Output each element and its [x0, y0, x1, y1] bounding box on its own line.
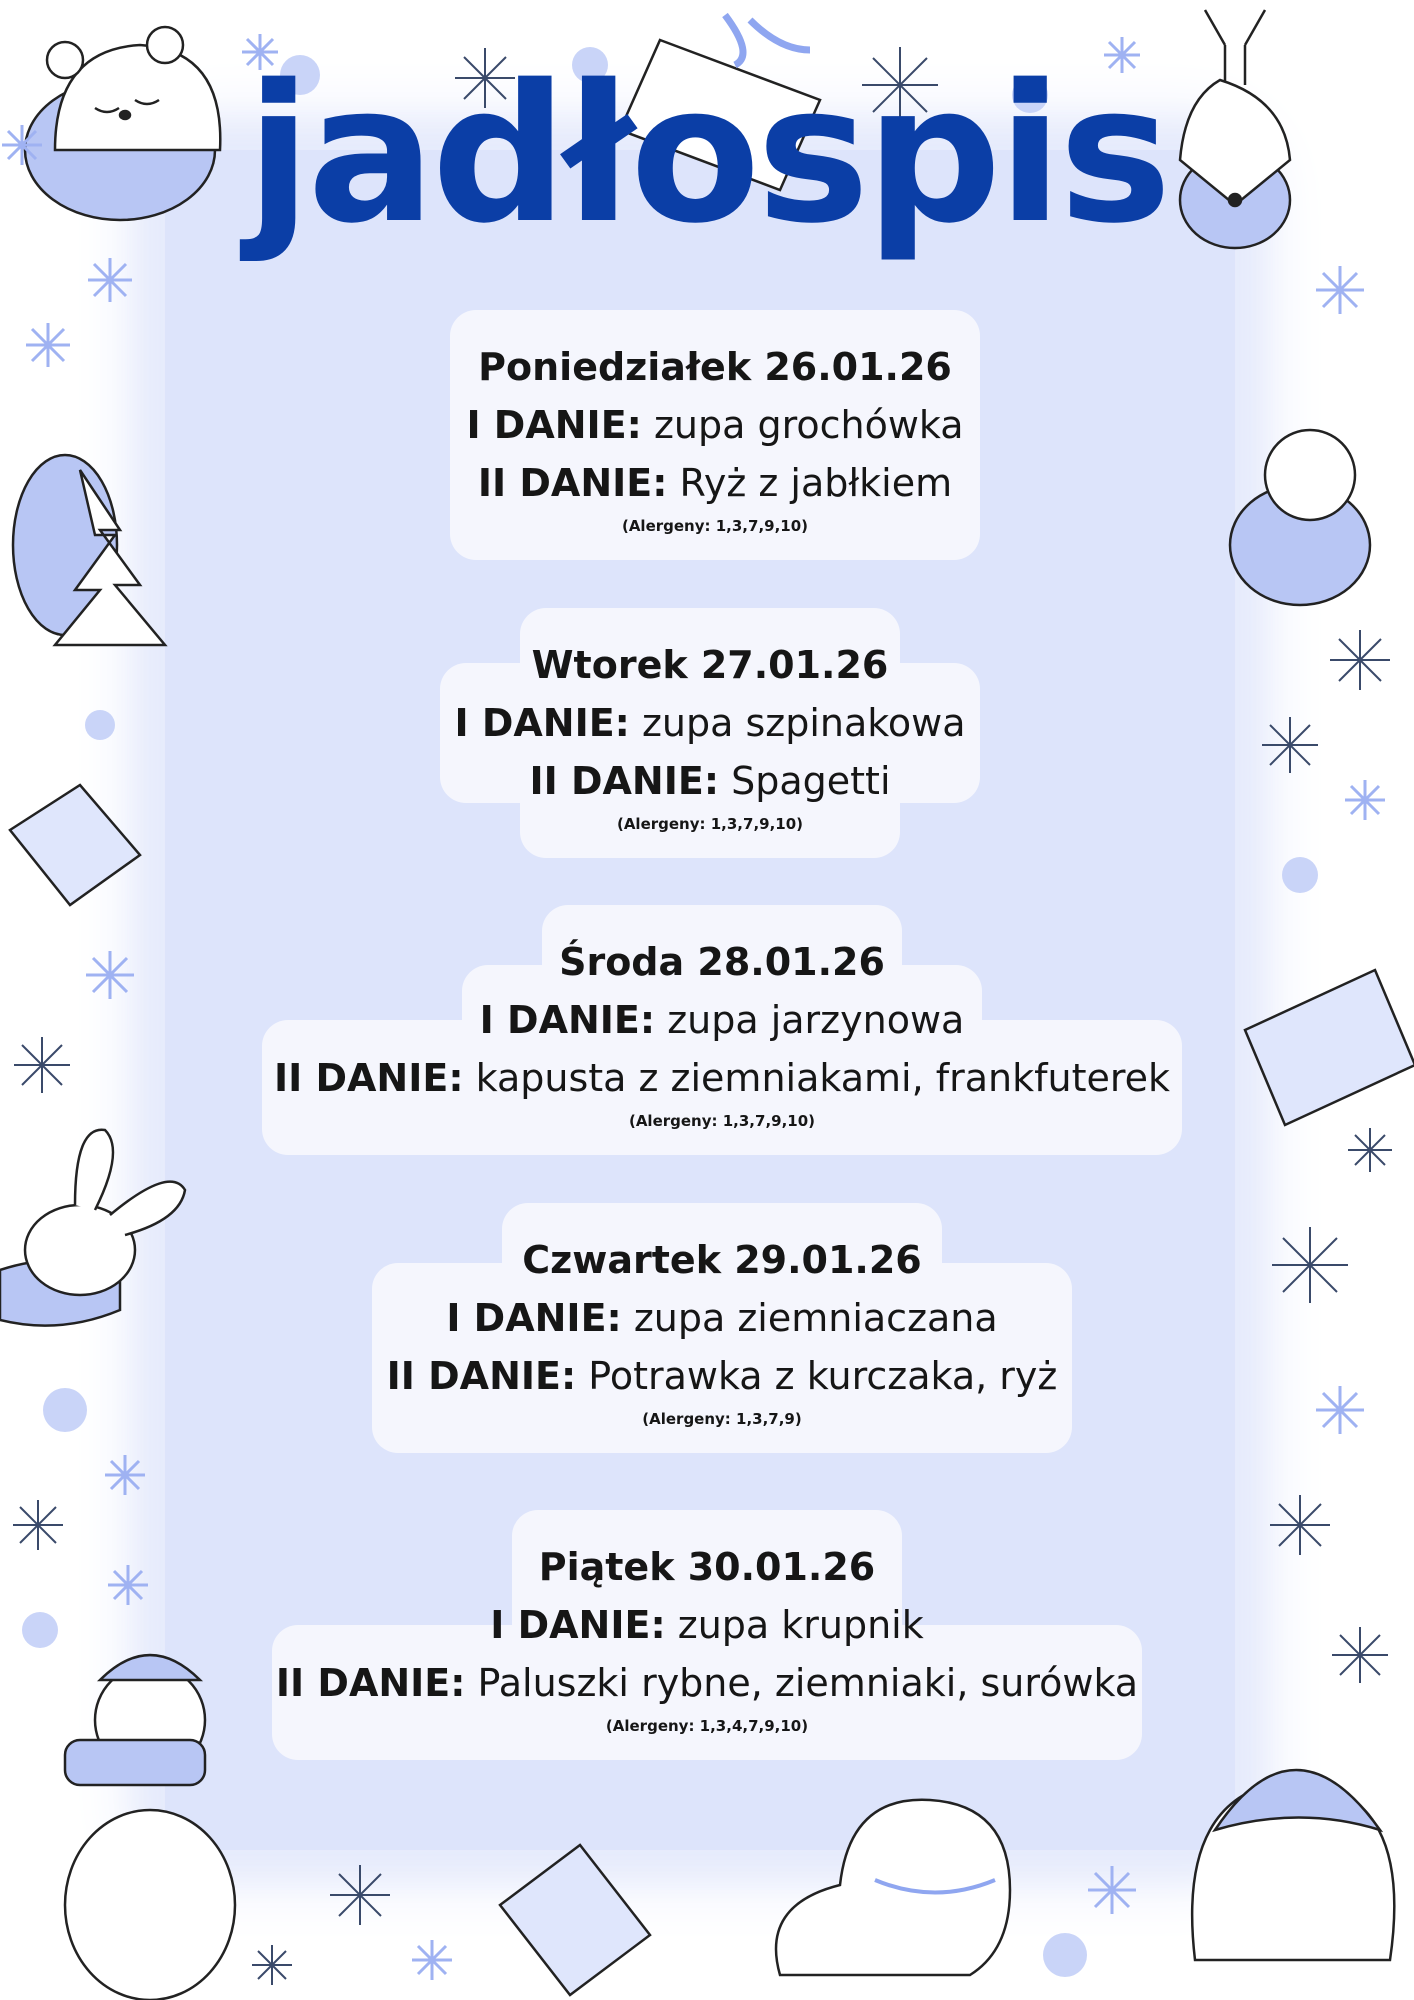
first-course	[440, 694, 980, 752]
bunny-icon	[0, 1130, 185, 1326]
first-course	[262, 991, 1182, 1049]
second-course-label: II DANIE:	[386, 1354, 577, 1398]
second-course	[262, 1049, 1182, 1107]
day-heading: Poniedziałek 26.01.26	[478, 345, 952, 389]
allergens-note: (Alergeny: 1,3,7,9,10)	[628, 1112, 816, 1130]
first-course-dish: zupa ziemniaczana	[633, 1296, 998, 1340]
first-course-dish: zupa grochówka	[653, 403, 964, 447]
seal-icon	[776, 1800, 1010, 1975]
first-course	[450, 396, 980, 454]
second-course	[272, 1654, 1142, 1712]
day-heading: Wtorek 27.01.26	[531, 643, 889, 687]
christmas-tree-icon	[13, 455, 165, 645]
first-course	[272, 1596, 1142, 1654]
first-course-label: I DANIE:	[490, 1603, 666, 1647]
second-course-label: II DANIE:	[477, 461, 668, 505]
second-course-label: II DANIE:	[273, 1056, 464, 1100]
second-course-dish: Potrawka z kurczaka, ryż	[588, 1354, 1058, 1398]
second-course-dish: Paluszki rybne, ziemniaki, surówka	[477, 1661, 1139, 1705]
second-course-label: II DANIE:	[529, 759, 720, 803]
day-card-wednesday	[262, 905, 1182, 1155]
second-course	[440, 752, 980, 810]
page-title: jadłospis	[246, 44, 1168, 265]
second-course-dish: Ryż z jabłkiem	[679, 461, 953, 505]
first-course-dish: zupa szpinakowa	[641, 701, 966, 745]
allergens-note: (Alergeny: 1,3,7,9,10)	[621, 517, 809, 535]
day-card-friday	[272, 1510, 1142, 1760]
second-course	[372, 1347, 1072, 1405]
day-card-monday	[450, 310, 980, 560]
second-course-dish: kapusta z ziemniakami, frankfuterek	[475, 1056, 1171, 1100]
second-course	[450, 454, 980, 512]
first-course-dish: zupa krupnik	[677, 1603, 924, 1647]
penguin-icon	[1230, 430, 1370, 605]
day-card-tuesday	[440, 608, 980, 858]
first-course-label: I DANIE:	[479, 998, 656, 1042]
first-course-dish: zupa jarzynowa	[667, 998, 965, 1042]
second-course-label: II DANIE:	[275, 1661, 466, 1705]
second-course-dish: Spagetti	[731, 759, 891, 803]
first-course	[372, 1289, 1072, 1347]
allergens-note: (Alergeny: 1,3,4,7,9,10)	[605, 1717, 809, 1735]
snowman-icon	[65, 1655, 235, 2000]
penguin-icon	[1192, 1770, 1394, 1960]
first-course-label: I DANIE:	[466, 403, 642, 447]
day-heading: Piątek 30.01.26	[538, 1545, 876, 1589]
first-course-label: I DANIE:	[454, 701, 630, 745]
first-course-label: I DANIE:	[446, 1296, 622, 1340]
day-card-thursday	[372, 1203, 1072, 1453]
day-heading: Czwartek 29.01.26	[522, 1238, 922, 1282]
day-heading: Środa 28.01.26	[559, 940, 885, 984]
allergens-note: (Alergeny: 1,3,7,9)	[642, 1410, 802, 1428]
allergens-note: (Alergeny: 1,3,7,9,10)	[616, 815, 804, 833]
